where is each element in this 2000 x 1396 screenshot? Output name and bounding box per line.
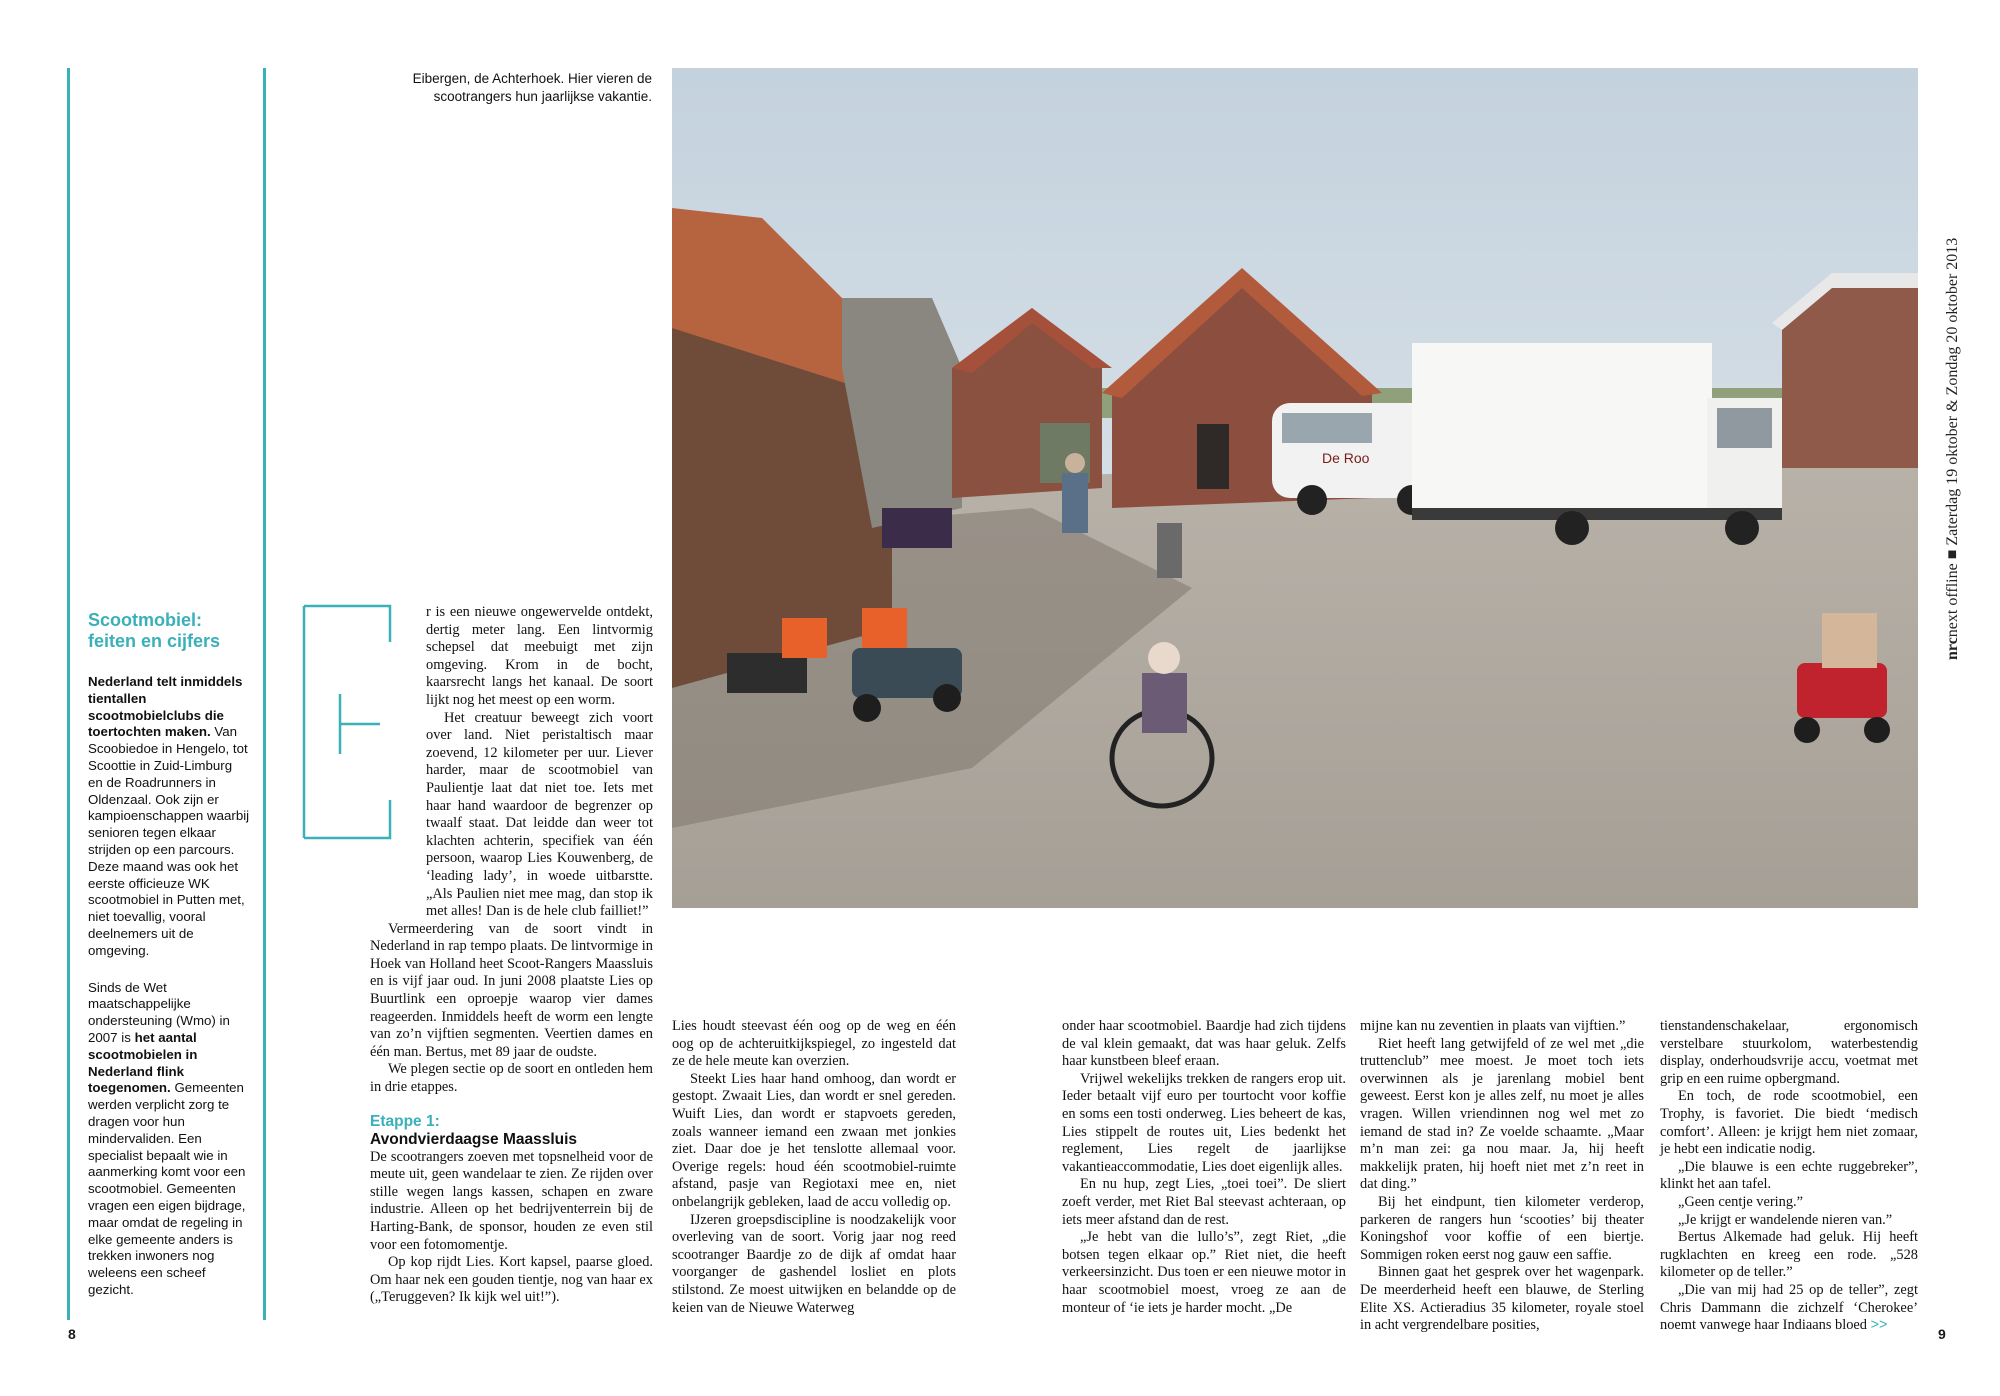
sidebar-p1-rest: Van Scoobiedoe in Hengelo, tot Scoottie in Zuid-Limburg en de Roadrunners in Oldenzaal. Ook zijn er kampioenschappen waarbij senioren tegen elkaar strijden op een parcours. Deze maand was ook het eerste officieuze WK scootmobiel in Putten met, niet toevallig, vooral deelnemers uit de omgeving. xyxy=(88,724,250,958)
sidebar-p2-bold: het aantal scootmobielen in Nederland flink toegenomen. xyxy=(88,1029,198,1096)
col1-paragraph-3: Vermeerdering van de soort vindt in Nederland in rap tempo plaats. De lintvormige in Hoek van Holland heet Scoot-Rangers Maassluis en is vijf jaar oud. In juni 2008 plaatste Lies op Buurtlink een oproepje waarop vier dames reageerden. Inmiddels heeft de worm een lengte van zo’n vijftien segmenten. Veertien dames en één man. Bertus, met 89 jaar de oudste. xyxy=(370,920,653,1060)
col4-paragraph-1: mijne kan nu zeventien in plaats van vijftien.” xyxy=(1360,1018,1626,1034)
article-column-2 xyxy=(672,1018,956,1317)
edition-label: offline xyxy=(1944,563,1961,606)
col1-paragraph-4: We plegen sectie op de soort en ontleden hem in drie etappes. xyxy=(370,1061,653,1096)
page-number-right: 9 xyxy=(1938,1326,1946,1342)
col5-paragraph-2: En toch, de rode scootmobiel, een Trophy, is favoriet. Die biedt ‘medisch comfort’. Alleen: je krijgt hem niet zomaar, je hebt een indicatie nodig. xyxy=(1660,1088,1918,1158)
col2-paragraph-1: Lies houdt steevast één oog op de weg en één oog op de achteruitkijkspiegel, zo ingesteld dat ze de hele meute kan overzien. xyxy=(672,1018,956,1070)
page-number-left: 8 xyxy=(68,1326,76,1342)
col5-paragraph-4: „Geen centje vering.” xyxy=(1678,1193,1804,1210)
date-separator: ■ xyxy=(1944,549,1961,560)
col1-paragraph-2: Het creatuur beweegt zich voort over land. Niet peristaltisch maar zoevend, 12 kilometer per uur. Liever harder, maar de scootmobiel van Paulientje laat dat niet toe. Iets met haar hand waardoor de begrenzer op twaalf staat. Dat leidde dan weer tot klachten achterin, specifiek van één persoon, waarop Lies Kouwenberg, de ‘leading lady’, in woede uitbarstte. „Als Paulien niet mee mag, dan stop ik met alles! Dan is de hele club failliet!” xyxy=(426,709,653,920)
article-column-5 xyxy=(1660,1018,1918,1335)
col1-paragraph-1: r is een nieuwe ongewervelde ontdekt, dertig meter lang. Een lintvormig schepsel dat meebuigt met zijn omgeving. Krom in de bocht, kaarsrecht langs het kanaal. De soort lijkt nog het meest op een worm. xyxy=(426,604,653,708)
sidebar-paragraph-1 xyxy=(88,674,250,960)
col5-paragraph-1: tienstandenschakelaar, ergonomisch verstelbare stuurkolom, waterbestendig display, onderhoudsvrije accu, voetmat met grip en een ruime opbergmand. xyxy=(1660,1018,1918,1087)
brand-name: nrc xyxy=(1944,637,1961,660)
sidebar-p2-a: Sinds de Wet maatschappelijke ondersteuning (Wmo) in 2007 is xyxy=(88,979,230,1045)
col4-paragraph-3: Bij het eindpunt, tien kilometer verderop, parkeren de rangers hun ‘scooties’ bij theater Koningshof voor koffie of een biertje. Sommigen roken eerst nog gauw een saffie. xyxy=(1360,1193,1644,1263)
stage-title: Avondvierdaagse Maassluis xyxy=(370,1130,578,1148)
sidebar-rule-right xyxy=(263,68,266,1320)
col2-paragraph-2: Steekt Lies haar hand omhoog, dan wordt er gestopt. Zwaait Lies, dan wordt er snel gereden. Wuift Lies, dan wordt er stapvoets gereden, zoals wanneer iemand een zwaan met jonkies ziet. Daar doe je het tenslotte allemaal voor. Overige regels: houd één scootmobiel-ruimte afstand, pasje van Regiotaxi mee en, niet onbelangrijk gebleken, laad de accu volledig op. xyxy=(672,1070,956,1210)
col1-paragraph-5: De scootrangers zoeven met topsnelheid voor de meute uit, geen wandelaar te zien. Ze rijden over stille wegen langs kassen, schapen en zware industrie. Alleen op het bedrijventerrein bij de Harting-Bank, de sponsor, houden ze even stil voor een fotomomentje. xyxy=(370,1148,653,1253)
col5-paragraph-3: „Die blauwe is een echte ruggebreker”, klinkt het aan tafel. xyxy=(1660,1158,1918,1193)
farmyard-scene xyxy=(672,68,1918,908)
col5-p7-text: „Die van mij had 25 op de teller”, zegt Chris Dammann die zichzelf ‘Cherokee’ noemt vanwege haar Indiaans bloed xyxy=(1660,1281,1918,1334)
photo-caption: Eibergen, de Achterhoek. Hier vieren de scootrangers hun jaarlijkse vakantie. xyxy=(412,71,652,104)
col4-paragraph-2: Riet heeft lang getwijfeld of ze wel met „die truttenclub” mee moest. Je moet toch iets overwinnen als je jarenlang mobiel bent geweest. Eerst kon je alles zelf, nu moet je alles vragen. Willen vriendinnen nog wel met zo iemand de stad in? Ze voelde schaamte. „Maar m’n man zei: ga nou maar. Ja, hij heeft makkelijk praten, hij hoeft niet met z’n reet in dat ding.” xyxy=(1360,1035,1644,1193)
sidebar-p2-rest: Gemeenten werden verplicht zorg te dragen voor hun mindervaliden. Een specialist bepaalt wie in aanmerking komt voor een scootmobiel. Gemeenten vragen een eigen bijdrage, maar omdat de regeling in elke gemeente anders is trekken inwoners nog weleens een scheef gezicht. xyxy=(88,1080,246,1297)
col2-paragraph-3: IJzeren groepsdiscipline is noodzakelijk voor overleving van de soort. Vorig jaar nog reed scootranger Baardje zo de dijk af omdat haar voorganger de gashendel losliet en plots stilstond. Ze moest uitwijken en belandde op de keien van de Nieuwe Waterweg xyxy=(672,1211,956,1316)
col1-paragraph-6: Op kop rijdt Lies. Kort kapsel, paarse gloed. Om haar nek een gouden tientje, nog van haar ex („Teruggeven? Ik kijk wel uit!”). xyxy=(370,1254,653,1306)
sidebar-p1-bold: Nederland telt inmiddels tientallen scootmobielclubs die toertochten maken. xyxy=(88,674,243,740)
col3-paragraph-3: En nu hup, zegt Lies, „toei toei”. De sliert zoeft verder, met Riet Bal steevast achteraan, op iets meer afstand dan de rest. xyxy=(1062,1176,1346,1228)
article-column-3 xyxy=(1062,1018,1346,1317)
col5-paragraph-7 xyxy=(1660,1282,1918,1335)
col5-paragraph-5: „Je krijgt er wandelende nieren van.” xyxy=(1678,1211,1893,1228)
stage-label: Etappe 1: xyxy=(370,1112,440,1130)
article-column-1 xyxy=(370,604,653,1307)
sidebar-title: Scootmobiel: feiten en cijfers xyxy=(88,610,221,651)
sidebar-paragraph-2 xyxy=(88,980,250,1299)
col3-paragraph-2: Vrijwel wekelijks trekken de rangers erop uit. Ieder betaalt vijf euro per tourtocht voor koffie en soms een tosti onderweg. Lies beheert de kas, Lies stippelt de routes uit, Lies bedenkt het reglement, Lies regelt de jaarlijkse vakantieaccommodatie, Lies doet eigenlijk alles. xyxy=(1062,1070,1346,1175)
farmyard-photo xyxy=(672,68,1918,908)
col3-paragraph-1: onder haar scootmobiel. Baardje had zich tijdens de val klein gemaakt, dat was haar geluk. Zelfs haar kunstbeen bleef eraan. xyxy=(1062,1018,1346,1070)
article-column-4 xyxy=(1360,1018,1644,1335)
col4-paragraph-4: Binnen gaat het gesprek over het wagenpark. De meerderheid heeft een blauwe, de Sterling Elite XS. Actieradius 35 kilometer, royale stoel in acht vergrendelbare posities, xyxy=(1360,1264,1644,1334)
facts-sidebar xyxy=(88,610,250,1319)
van-logo: De Roo xyxy=(1322,450,1370,466)
issue-date: Zaterdag 19 oktober & Zondag 20 oktober 2013 xyxy=(1944,237,1961,546)
col5-paragraph-6: Bertus Alkemade had geluk. Hij heeft rugklachten en kreeg een rode. „528 kilometer op de teller.” xyxy=(1660,1229,1918,1281)
issue-date-strip xyxy=(1944,238,1962,660)
sidebar-rule-left xyxy=(67,68,70,1320)
col3-paragraph-4: „Je hebt van die lullo’s”, zegt Riet, „die botsen tegen elkaar op.” Riet niet, die heeft verkeersinzicht. Dus toen er een nieuwe motor in haar scootmobiel moest, vroeg ze aan de monteur of ‘ie iets je harder mocht. „De xyxy=(1062,1229,1346,1316)
brand-suffix: next xyxy=(1944,609,1961,638)
continue-arrow: >> xyxy=(1870,1317,1888,1334)
